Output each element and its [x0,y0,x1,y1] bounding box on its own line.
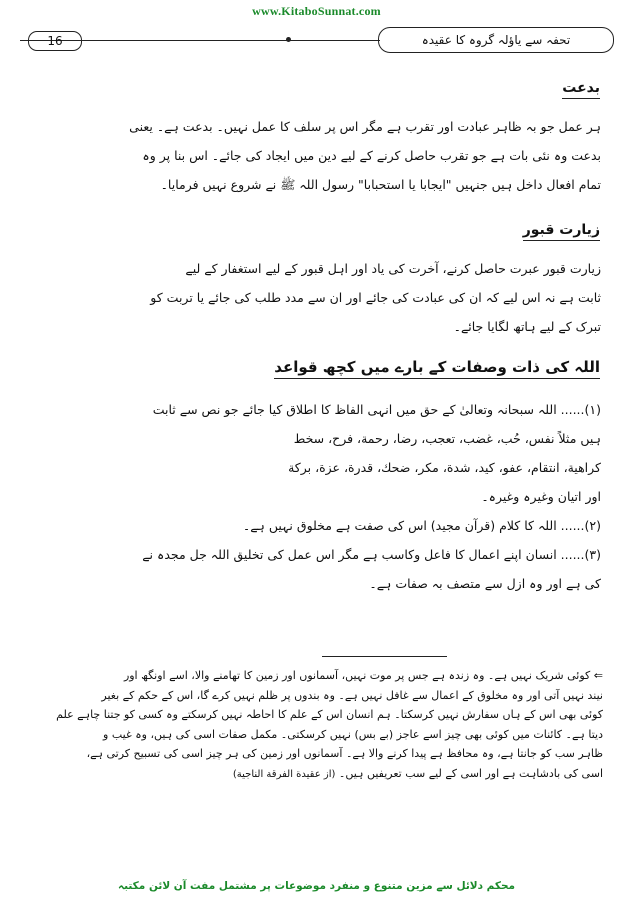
text-line: زیارت قبور عبرت حاصل کرنے، آخرت کی یاد اور اہل قبور کے لیے استغفار کے لیے [185,261,601,276]
text-line: ہر عمل جو بہ ظاہر عبادت اور تقرب ہے مگر اس پر سلف کا عمل نہیں۔ بدعت ہے۔ یعنی [129,119,601,134]
heading-ziyarat-qubur: زیارت قبور [523,222,600,241]
footnote-line: ظاہر سب کو جانتا ہے، وہ محافظ ہے پیدا کرنے والا ہے۔ آسمانوں اور زمین کی ہر چیز اسی کی تسبیح کرتی ہے، [86,747,603,760]
rule-2-line: (۲)...... اللہ کا کلام (قرآن مجید) اس کی صفت ہے مخلوق نہیں ہے۔ [242,518,601,533]
paragraph-qawaid [36,395,601,598]
footnote-reference: (از عقیدة الفرقة الناجیة) [232,768,336,780]
footnote-text: اسی کی بادشاہت ہے اور اسی کے لیے سب تعریفیں ہیں۔ [338,766,603,780]
footnote-line: نیند نہیں آتی اور وہ مخلوق کے اعمال سے غافل نہیں ہے۔ وہ بندوں پر ظلم نہیں کرے گا، اس کے حکم کے بغیر [101,688,603,702]
footer-tagline: محکم دلائل سے مزین متنوع و منفرد موضوعات پر مشتمل مفت آن لائن مکتبہ [117,880,516,892]
footnote-line: دیتا ہے۔ کائنات میں کوئی بھی چیز اسے عاجز (بے بس) نہیں کرسکتی۔ مکمل صفات اسی کی ہیں، وہ غیب و [103,727,603,741]
footnote-line: کوئی بھی اس کے ہاں سفارش نہیں کرسکتا۔ ہم انسان اس کے علم کا احاطہ نہیں کرسکتے وہ کسی کو جتنا چاہے علم [56,708,603,721]
text-line: بدعت وہ نئی بات ہے جو تقرب حاصل کرنے کے لیے دین میں ایجاد کی جائے۔ اس بنا پر وہ [142,148,601,163]
site-url[interactable]: www.KitaboSunnat.com [252,4,381,18]
text-line: کی ہے اور وہ ازل سے متصف بہ صفات ہے۔ [369,576,601,591]
running-title: تحفہ سے یاؤلہ گروہ کا عقیدہ [378,27,614,53]
text-line: ثابت ہے نہ اس لیے کہ ان کی عبادت کی جائے اور ان سے مدد طلب کی جائے یا تربت کو [150,290,601,305]
text-line: تبرک کے لیے ہاتھ لگایا جائے۔ [453,319,601,334]
rule-1-line: (۱)...... اللہ سبحانہ وتعالیٰ کے حق میں انہی الفاظ کا اطلاق کیا جائے جو نص سے ثابت [152,402,601,417]
attributes-line: ہیں مثلاً نفس، حُب، غضب، تعجب، رضا، رحمة، فرح، سخط [293,431,601,446]
paragraph-ziyarat-qubur [36,254,601,341]
page-number: 16 [28,31,82,51]
footnote-divider [322,656,447,657]
heading-qawaid: اللہ کی ذات وصفات کے بارے میں کچھ قواعد [274,358,600,379]
footnote [36,666,603,783]
footnote-line: ⇐ کوئی شریک نہیں ہے۔ وہ زندہ ہے جس پر موت نہیں، آسمانوں اور زمین کا تھامنے والا، اسے اونگھ اور [123,669,603,682]
footnote-line [36,764,603,784]
heading-bidat: بدعت [562,80,600,99]
rule-3-line: (۳)...... انسان اپنے اعمال کا فاعل وکاسب ہے مگر اس عمل کی تخلیق اللہ جل مجدہ نے [142,547,601,562]
paragraph-bidat [36,112,601,199]
header-dot [286,37,291,42]
text-line: تمام افعال داخل ہیں جنہیں "ایجابا یا استحبابا" رسول اللہ ﷺ نے شروع نہیں فرمایا۔ [160,177,601,192]
text-line: اور اتیان وغیرہ وغیرہ۔ [481,489,601,504]
attributes-line: کراهية، انتقام، عفو، کید، شدة، مکر، ضحك، قدرة، عزة، برکة [288,460,601,475]
